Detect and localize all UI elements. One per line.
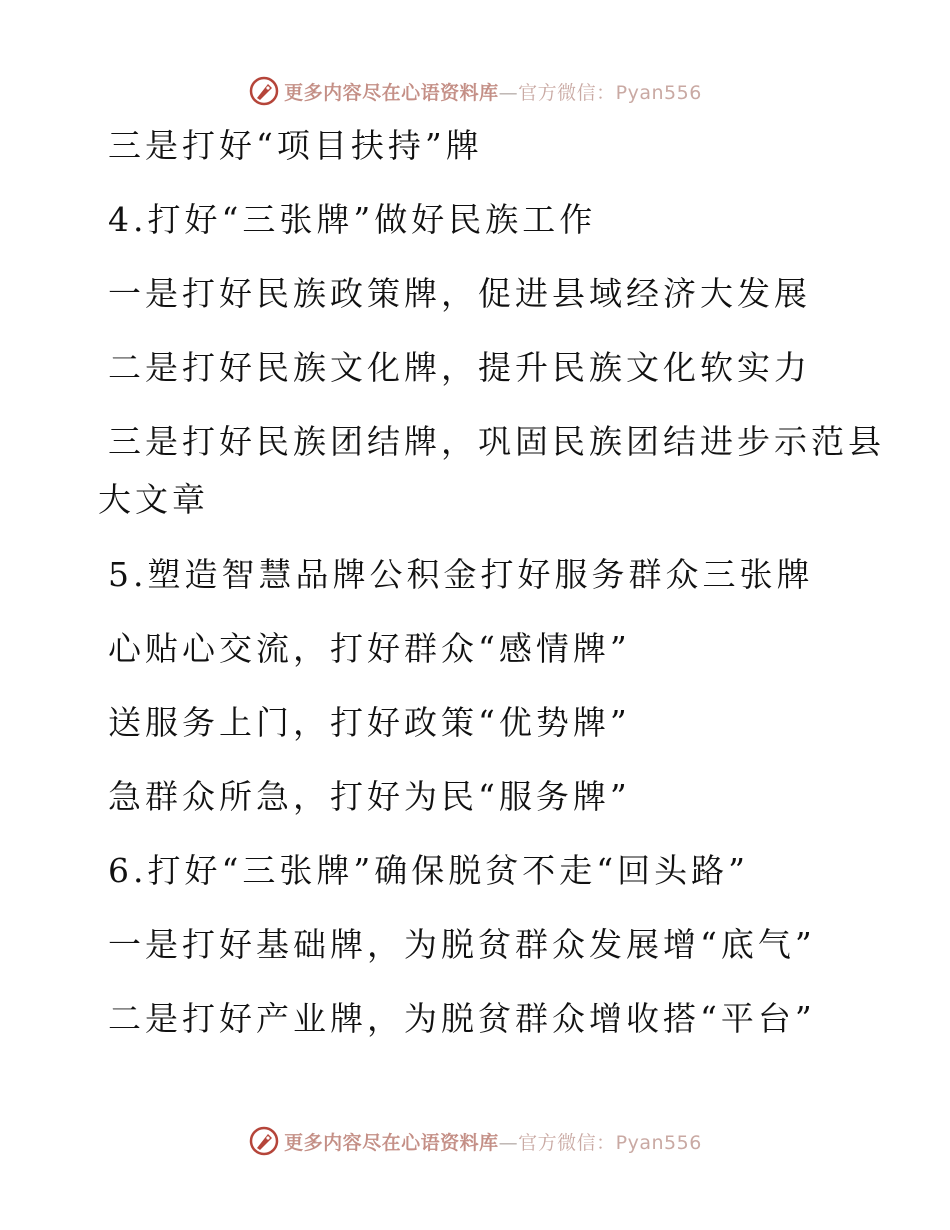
text-line: 5.塑造智慧品牌公积金打好服务群众三张牌 <box>108 555 814 594</box>
text-line: 4.打好“三张牌”做好民族工作 <box>108 200 597 239</box>
watermark-brand: 更多内容尽在心语资料库 <box>284 81 499 104</box>
text-line: 三是打好民族团结牌，巩固民族团结进步示范县 <box>108 422 885 461</box>
text-line: 二是打好产业牌，为脱贫群众增收搭“平台” <box>108 999 816 1038</box>
pen-nib-logo-icon <box>248 1125 280 1157</box>
text-line: 一是打好基础牌，为脱贫群众发展增“底气” <box>108 925 816 964</box>
pen-nib-logo-icon <box>248 75 280 107</box>
watermark-suffix: 官方微信：Pyan556 <box>518 1131 702 1154</box>
text-line: 一是打好民族政策牌，促进县域经济大发展 <box>108 274 811 313</box>
watermark-brand: 更多内容尽在心语资料库 <box>284 1131 499 1154</box>
text-line: 送服务上门，打好政策“优势牌” <box>108 703 631 742</box>
watermark-suffix: 官方微信：Pyan556 <box>518 81 702 104</box>
watermark-separator: — <box>498 81 519 104</box>
watermark-separator: — <box>498 1131 519 1154</box>
text-line: 心贴心交流，打好群众“感情牌” <box>108 629 631 668</box>
footer-watermark <box>0 1121 950 1161</box>
watermark-text <box>284 1128 702 1155</box>
text-line: 二是打好民族文化牌，提升民族文化软实力 <box>108 348 811 387</box>
text-line: 急群众所急，打好为民“服务牌” <box>108 777 631 816</box>
text-line: 三是打好“项目扶持”牌 <box>108 126 483 165</box>
text-line: 6.打好“三张牌”确保脱贫不走“回头路” <box>108 851 749 890</box>
header-watermark <box>0 71 950 111</box>
watermark-text <box>284 78 702 105</box>
text-line: 大文章 <box>98 480 209 519</box>
